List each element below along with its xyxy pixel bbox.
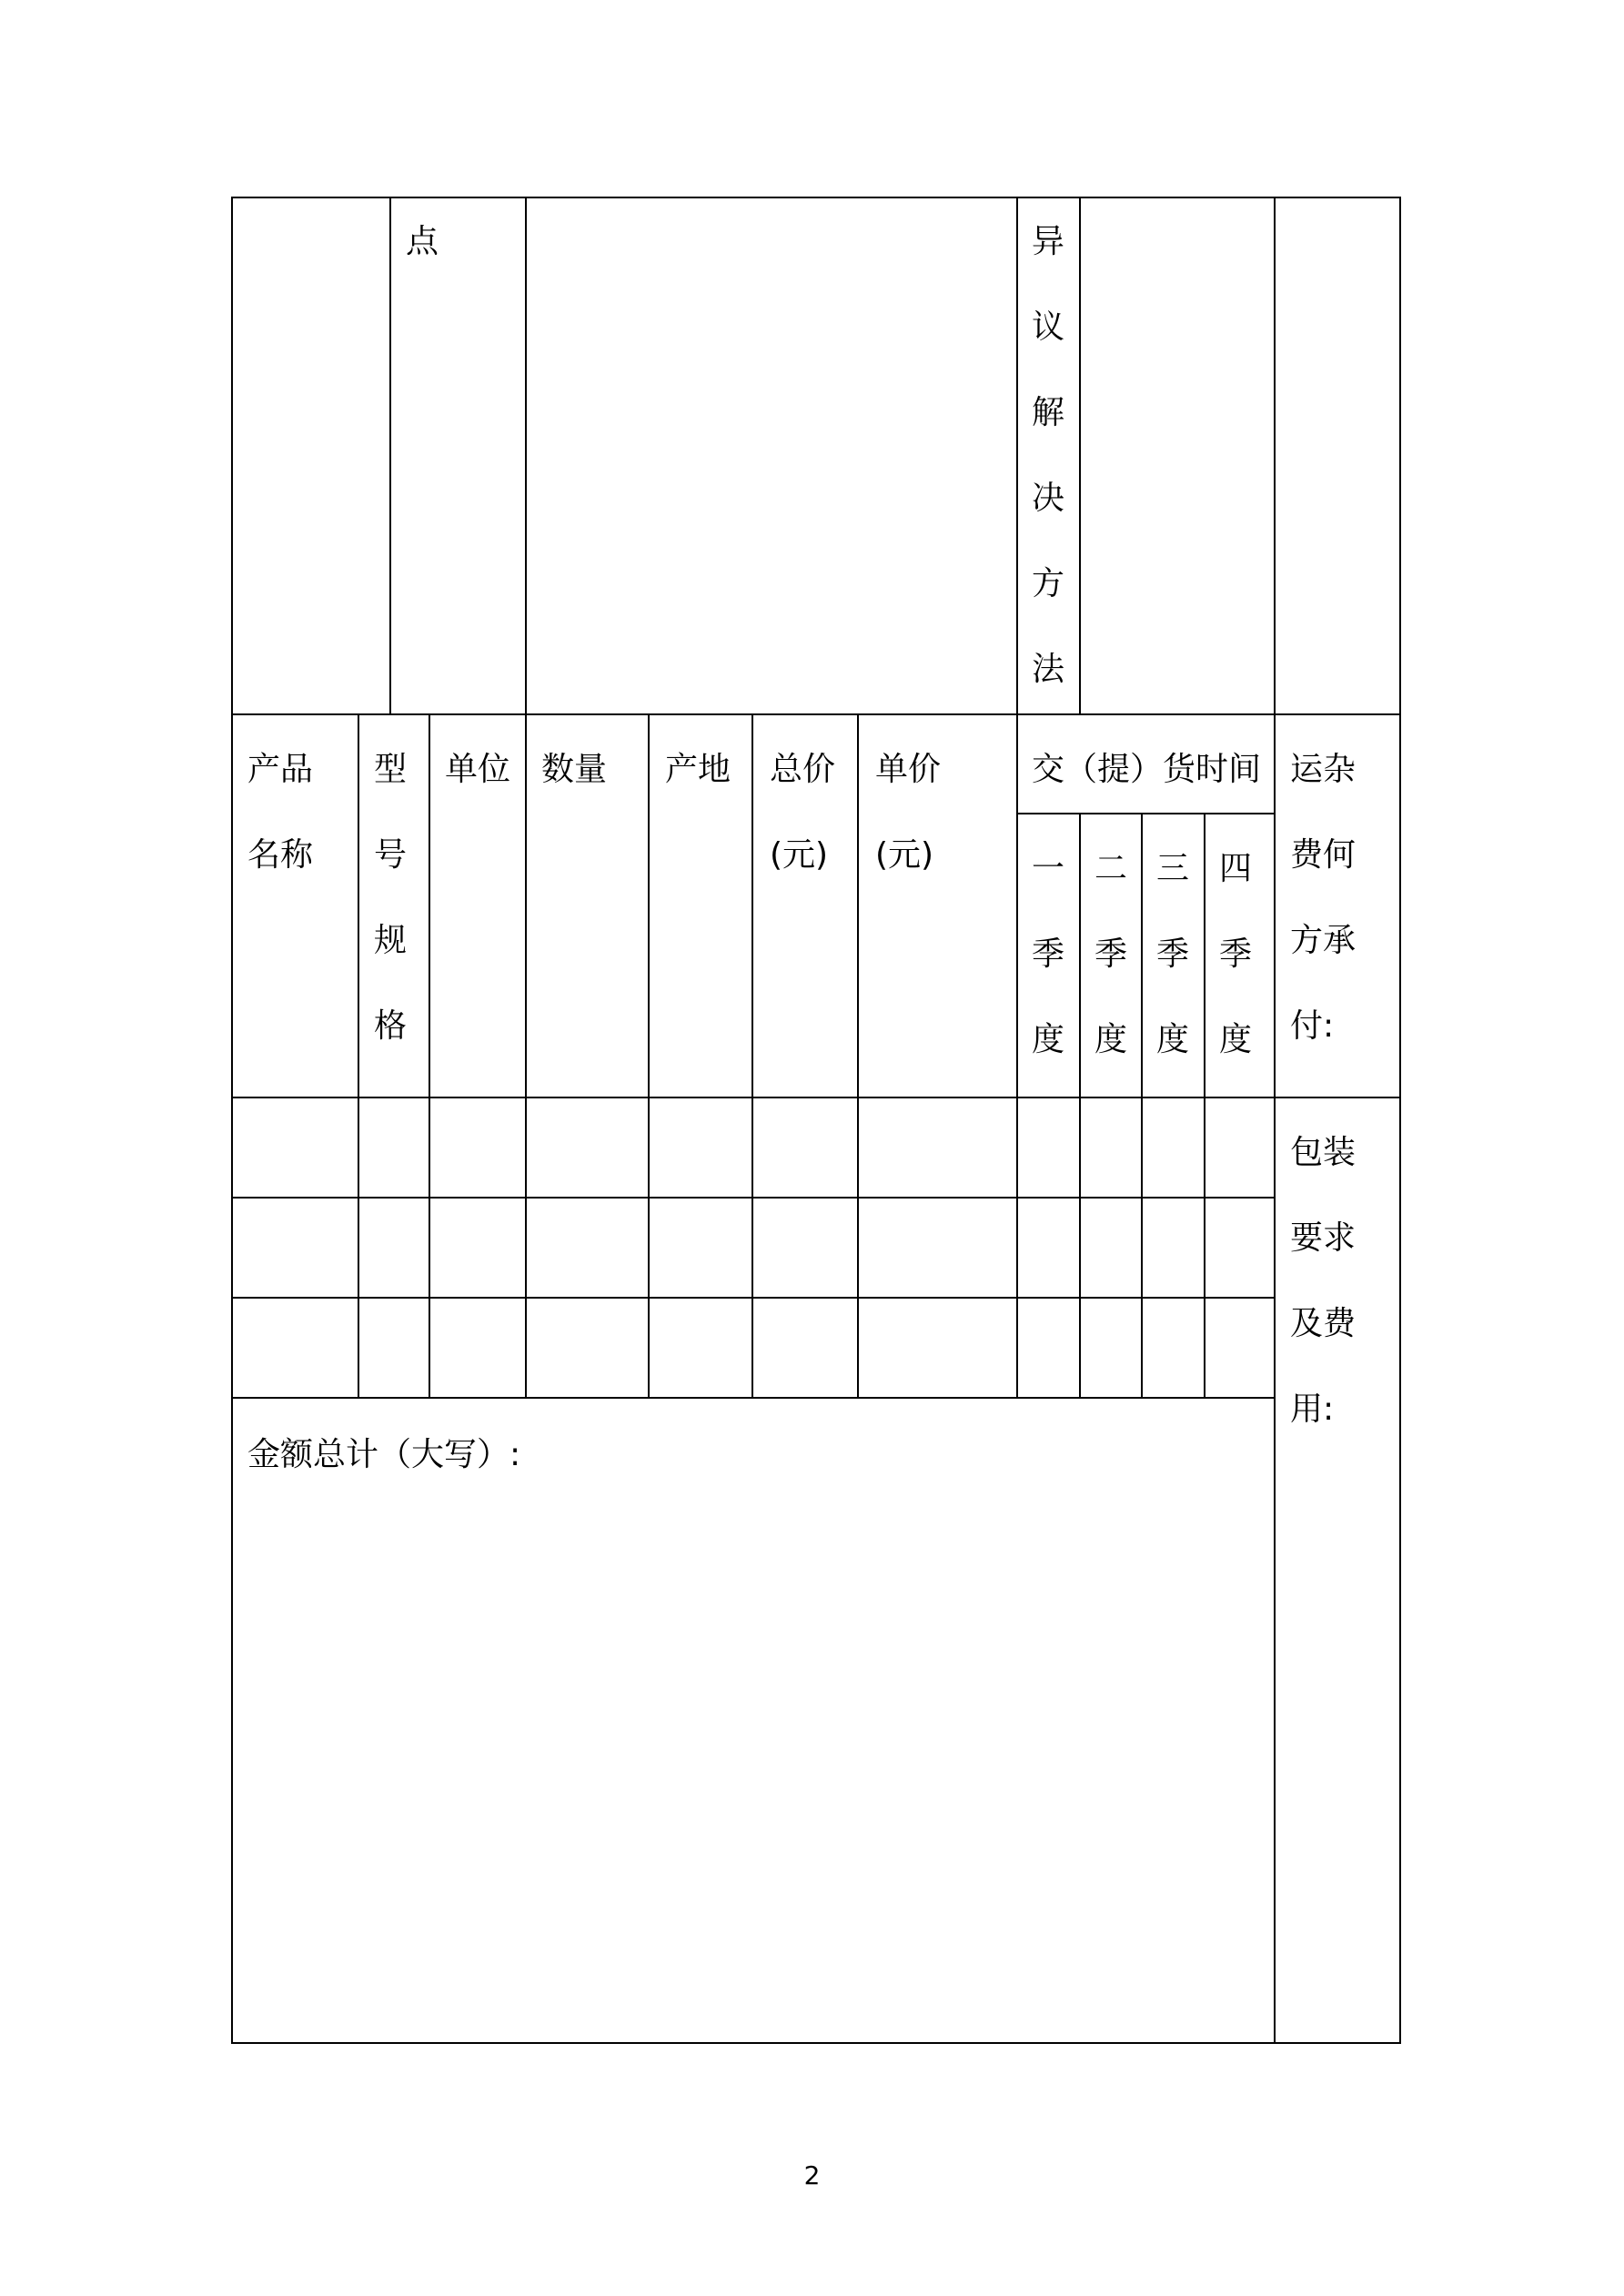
header-quantity: 数量 xyxy=(541,751,608,788)
freight-column-line xyxy=(1274,197,1276,2044)
header-model-spec: 型 号 规 格 xyxy=(374,751,408,1045)
section-divider-line xyxy=(231,713,1401,715)
point-label: 点 xyxy=(406,223,439,260)
row-line-1 xyxy=(231,1197,1276,1199)
page-number: 2 xyxy=(803,2160,821,2190)
col-line-unitprice xyxy=(1016,713,1018,1399)
delivery-subheader-line xyxy=(1017,813,1276,814)
table-top-border xyxy=(231,197,1401,198)
header-quarter-2: 二 季 度 xyxy=(1094,850,1128,1058)
header-bottom-line xyxy=(231,1097,1401,1098)
col-line-origin xyxy=(751,713,753,1399)
header-origin: 产地 xyxy=(665,751,731,788)
top-col-line-2 xyxy=(525,197,527,715)
table-right-border xyxy=(1399,197,1401,2044)
header-freight: 运杂 费何 方承 付: xyxy=(1290,751,1357,1045)
col-line-name xyxy=(358,713,359,1399)
col-line-q3 xyxy=(1204,813,1205,1399)
header-unit-price: 单价 (元) xyxy=(875,751,942,874)
header-delivery-time: 交（提）货时间 xyxy=(1032,751,1262,788)
col-line-q2 xyxy=(1141,813,1143,1399)
header-unit: 单位 xyxy=(445,751,511,788)
header-quarter-3: 三 季 度 xyxy=(1156,850,1190,1058)
col-line-total xyxy=(857,713,859,1399)
table-left-border xyxy=(231,197,233,2044)
row-line-3 xyxy=(231,1397,1276,1399)
top-col-line-4 xyxy=(1079,197,1081,715)
col-line-model xyxy=(429,713,430,1399)
col-line-qty xyxy=(648,713,650,1399)
total-amount-label: 金额总计（大写）: xyxy=(247,1436,521,1473)
header-quarter-4: 四 季 度 xyxy=(1219,850,1253,1058)
top-col-line-3 xyxy=(1016,197,1018,715)
col-line-unit xyxy=(525,713,527,1399)
table-bottom-border xyxy=(231,2042,1401,2044)
dispute-resolution-label: 异 议 解 决 方 法 xyxy=(1032,223,1065,688)
header-product-name: 产品 名称 xyxy=(247,751,314,874)
header-quarter-1: 一 季 度 xyxy=(1032,850,1065,1058)
col-line-q1 xyxy=(1079,813,1081,1399)
header-total-price: 总价 (元) xyxy=(770,751,836,874)
row-line-2 xyxy=(231,1297,1276,1299)
packaging-label: 包装 要求 及费 用: xyxy=(1290,1134,1357,1428)
top-col-line-1 xyxy=(389,197,391,715)
